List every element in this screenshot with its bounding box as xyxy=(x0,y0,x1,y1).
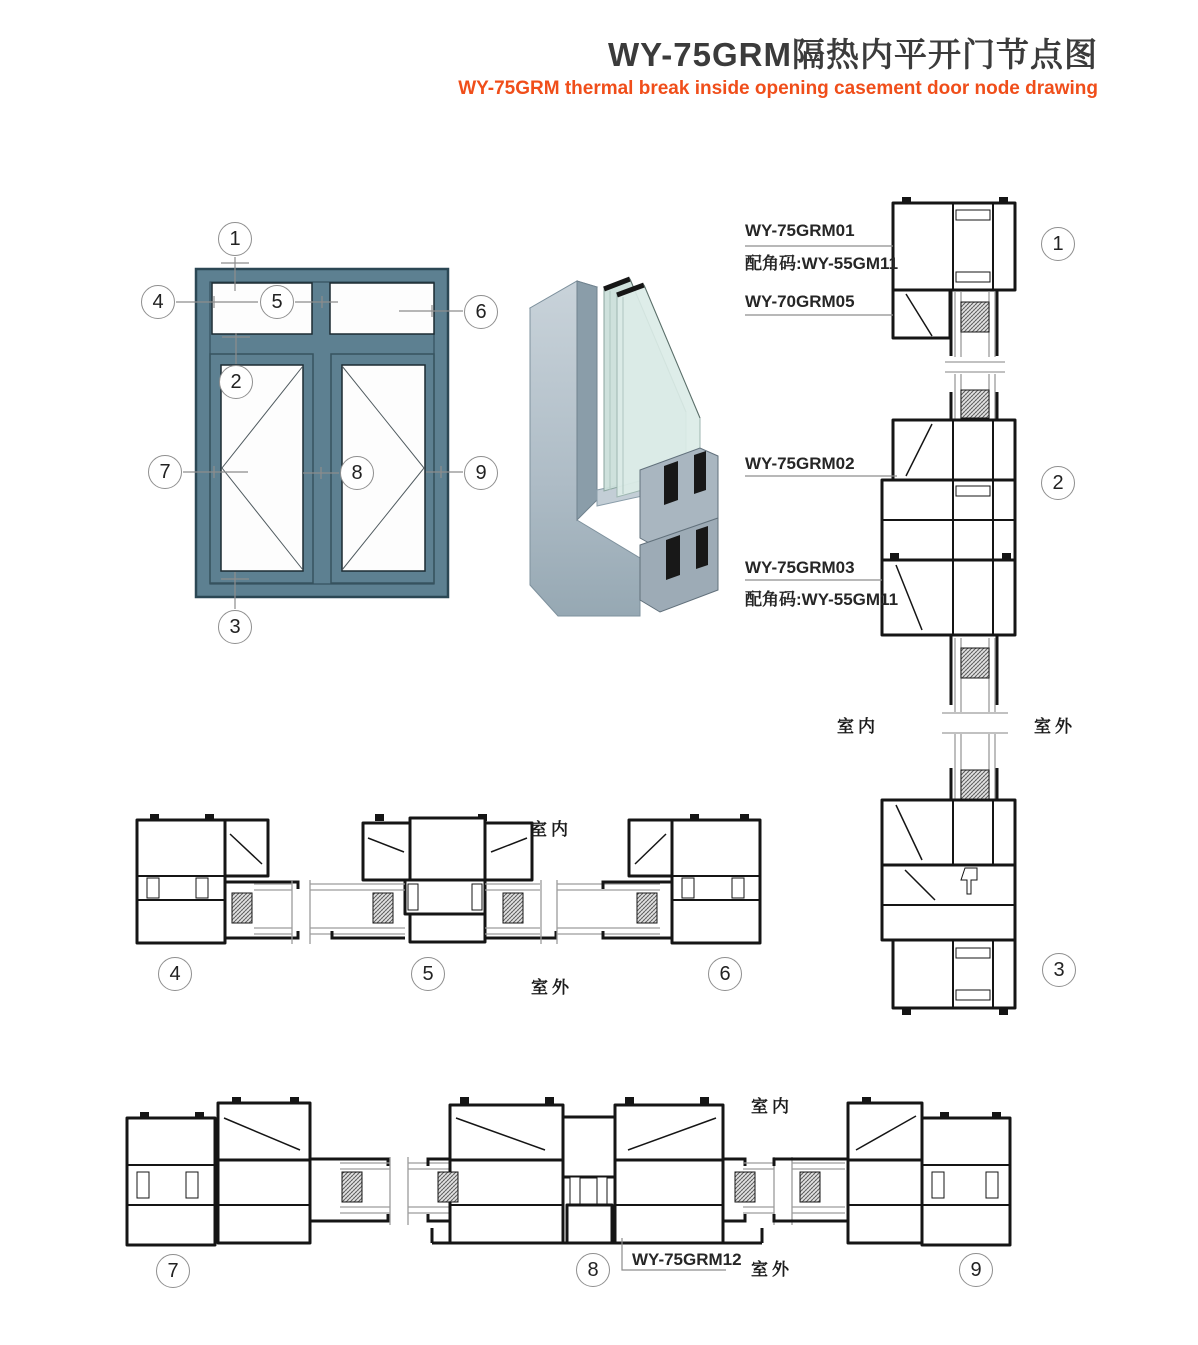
label-head-sash: WY-70GRM05 xyxy=(745,292,855,311)
elevation-callout-1: 1 xyxy=(218,222,252,256)
section-marker-3: 3 xyxy=(1042,953,1076,987)
indoor-label-bottom-row: 室内 xyxy=(751,1097,793,1116)
sheet-title-en: WY-75GRM thermal break inside opening casement door node drawing xyxy=(458,77,1098,99)
section-marker-8: 8 xyxy=(576,1253,610,1287)
elevation-drawing xyxy=(176,257,463,609)
elevation-callout-7: 7 xyxy=(148,455,182,489)
indoor-label-mid-row: 室内 xyxy=(530,820,572,839)
section-detail-head xyxy=(893,197,1015,357)
section-detail-4 xyxy=(137,814,298,943)
indoor-label-vertical: 室内 xyxy=(837,717,879,736)
label-sill: WY-75GRM03 xyxy=(745,558,855,577)
section-marker-1: 1 xyxy=(1041,227,1075,261)
section-detail-sill xyxy=(882,734,1015,1015)
outdoor-label-mid-row: 室外 xyxy=(531,978,573,997)
section-detail-6 xyxy=(603,814,760,943)
section-detail-9 xyxy=(774,1097,1010,1245)
section-marker-9: 9 xyxy=(959,1253,993,1287)
section-detail-transom xyxy=(882,392,1015,712)
elevation-callout-8: 8 xyxy=(340,456,374,490)
sheet-header xyxy=(458,36,1098,100)
elevation-callout-6: 6 xyxy=(464,295,498,329)
outdoor-label-bottom-row: 室外 xyxy=(751,1260,793,1279)
section-detail-7 xyxy=(127,1097,390,1245)
elevation-callout-2: 2 xyxy=(219,365,253,399)
elevation-callout-3: 3 xyxy=(218,610,252,644)
horizontal-section-details-top xyxy=(137,814,760,944)
label-transom: WY-75GRM02 xyxy=(745,454,855,473)
section-marker-7: 7 xyxy=(156,1254,190,1288)
section-detail-8 xyxy=(428,1097,774,1243)
outdoor-label-vertical: 室外 xyxy=(1034,717,1076,736)
label-head-frame: WY-75GRM01 xyxy=(745,221,855,240)
isometric-view xyxy=(530,279,718,616)
section-marker-5: 5 xyxy=(411,957,445,991)
elevation-callout-9: 9 xyxy=(464,456,498,490)
section-marker-2: 2 xyxy=(1041,466,1075,500)
elevation-callout-4: 4 xyxy=(141,285,175,319)
label-head-corner: 配角码:WY-55GM11 xyxy=(745,254,899,273)
elevation-callout-5: 5 xyxy=(260,285,294,319)
section-marker-6: 6 xyxy=(708,957,742,991)
sheet-title-zh: WY-75GRM隔热内平开门节点图 xyxy=(607,36,1098,73)
label-sill-corner: 配角码:WY-55GM11 xyxy=(745,590,899,609)
horizontal-section-details-bottom xyxy=(127,1097,1010,1270)
label-threshold: WY-75GRM12 xyxy=(632,1250,742,1269)
section-detail-5 xyxy=(332,814,556,942)
section-marker-4: 4 xyxy=(158,957,192,991)
